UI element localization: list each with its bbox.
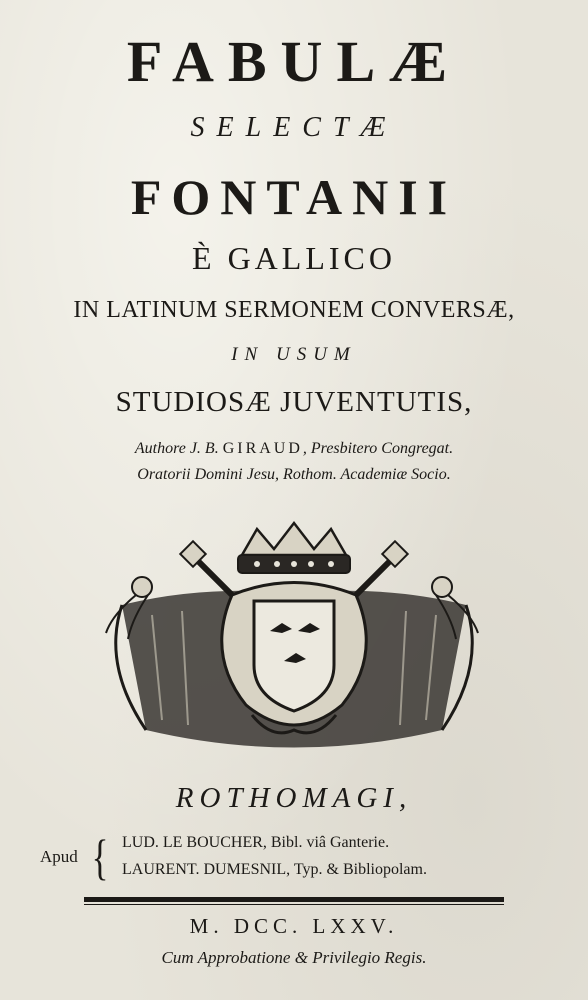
publisher-1: LUD. LE BOUCHER, Bibl. viâ Ganterie. — [122, 834, 390, 851]
imprint-year: M. DCC. LXXV. — [189, 914, 399, 938]
imprint-privilege: Cum Approbatione & Privilegio Regis. — [161, 948, 427, 967]
title-fontanii: FONTANII — [130, 169, 458, 225]
author-line-2: Oratorii Domini Jesu, Rothom. Academiæ Socio. — [137, 466, 451, 483]
imprint-city: ROTHOMAGI, — [175, 782, 413, 814]
author-line-1 — [0, 440, 588, 458]
title-e-gallico: È GALLICO — [192, 240, 396, 276]
author-suffix: , Presbitero Congregat. — [302, 440, 454, 457]
coat-of-arms-icon — [92, 515, 496, 755]
divider-rule-thin — [84, 904, 504, 905]
imprint-apud: Apud — [40, 847, 78, 866]
author-name: GIRAUD — [222, 440, 303, 457]
title-fabulae: FABULÆ — [126, 29, 462, 94]
author-prefix: Authore J. B. — [134, 440, 223, 457]
title-in-latinum: IN LATINUM SERMONEM CONVERSÆ, — [73, 297, 515, 323]
title-in-usum: IN USUM — [231, 344, 357, 365]
brace-icon: { — [91, 829, 109, 885]
publisher-2: LAURENT. DUMESNIL, Typ. & Bibliopolam. — [122, 861, 427, 878]
divider-rule — [84, 897, 504, 902]
title-studiosae: STUDIOSÆ JUVENTUTIS, — [115, 386, 473, 418]
title-selectae: SELECTÆ — [190, 112, 398, 143]
